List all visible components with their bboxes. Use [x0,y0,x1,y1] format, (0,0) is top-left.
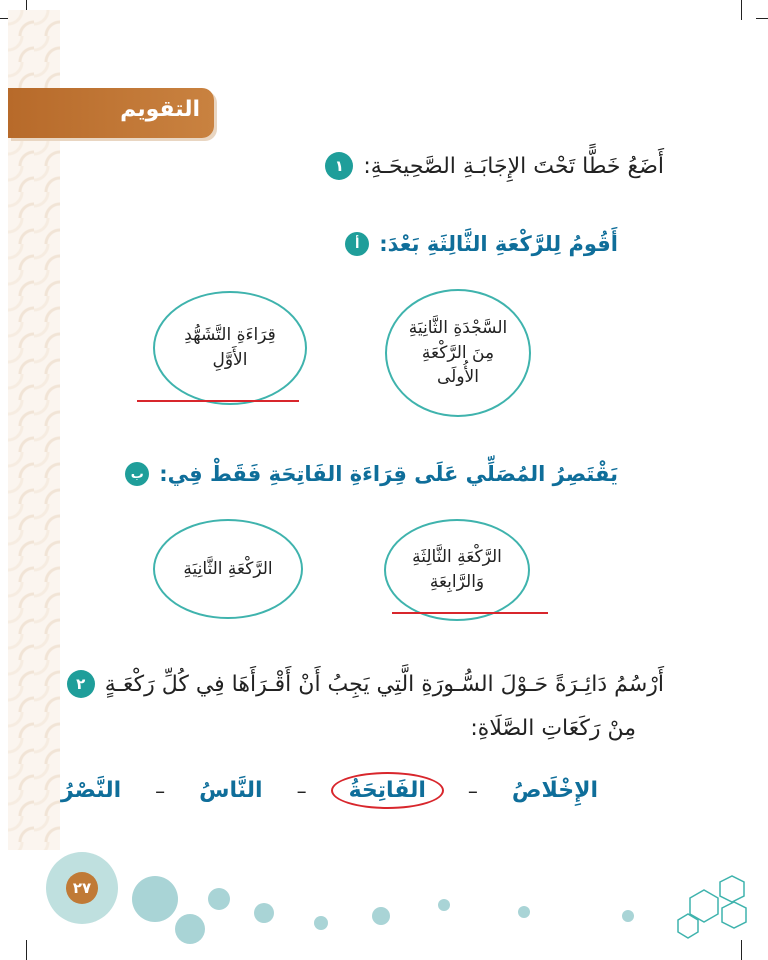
section-header [8,88,214,138]
decorative-rosette [622,910,634,922]
question-instruction: أَضَعُ خَطًّا تَحْتَ الإِجَابَـةِ الصَّحِيحَـةِ: [363,153,664,179]
sub-question-text: أَقُومُ لِلرَّكْعَةِ الثَّالِثَةِ بَعْدَ: [379,232,618,256]
option-text: الرَّكْعَةِ الثَّانِيَةِ [183,558,273,579]
surah-option[interactable]: النَّاسُ [199,778,263,803]
option-ellipse[interactable] [153,291,307,405]
option-text: قِرَاءَةِ التَّشَهُّدِ الأَوَّلِ [184,325,276,370]
page-number: ٢٧ [66,872,98,904]
option-text: الرَّكْعَةِ الثَّالِثَةِ وَالرَّابِعَةِ [412,547,502,592]
question-number-badge: ٢ [67,670,95,698]
decorative-rosette [438,899,450,911]
sub-question-badge: ب [125,462,149,486]
geometric-pattern-icon [670,868,754,940]
decorative-rosette [372,907,390,925]
answer-underline [137,400,299,402]
crop-mark [756,18,768,19]
question-text-line-1: أَرْسُمُ دَائِـرَةً حَـوْلَ السُّـورَةِ الَّتِي يَجِبُ أَنْ أَقْـرَأَهَا فِي كُلِّ رَكْعَـةٍ [104,671,664,697]
question-1b [125,462,618,486]
surah-option[interactable]: الإِخْلَاصُ [511,778,598,803]
surah-option[interactable]: النَّصْرُ [61,778,122,803]
separator: – [155,778,166,803]
answer-underline [392,612,548,614]
option-text: السَّجْدَةِ الثَّانِيَةِ مِنَ الرَّكْعَةِ الأُولَى [408,318,508,388]
decorative-rosette [254,903,274,923]
surah-option-circled[interactable]: الفَاتِحَةُ [331,772,444,809]
question-1 [325,152,664,180]
option-ellipse[interactable] [385,289,531,417]
sub-question-badge: أ [345,232,369,256]
decorative-rosette [314,916,328,930]
crop-mark [26,940,27,960]
separator: – [467,778,478,803]
decorative-rosette [208,888,230,910]
section-title: التقويم [120,97,200,122]
option-ellipse[interactable] [153,519,303,619]
question-1a [345,232,618,256]
decorative-rosette [518,906,530,918]
separator: – [296,778,307,803]
question-2 [67,670,664,698]
surah-options [51,772,608,809]
question-number-badge: ١ [325,152,353,180]
sub-question-text: يَقْتَصِرُ المُصَلِّي عَلَى قِرَاءَةِ الفَاتِحَةِ فَقَطْ فِي: [159,462,618,486]
crop-mark [741,0,742,20]
question-text-line-2: مِنْ رَكَعَاتِ الصَّلَاةِ: [470,716,636,741]
crop-mark [741,940,742,960]
decorative-rosette [132,876,178,922]
decorative-rosette [175,914,205,944]
option-ellipse[interactable] [384,519,530,621]
